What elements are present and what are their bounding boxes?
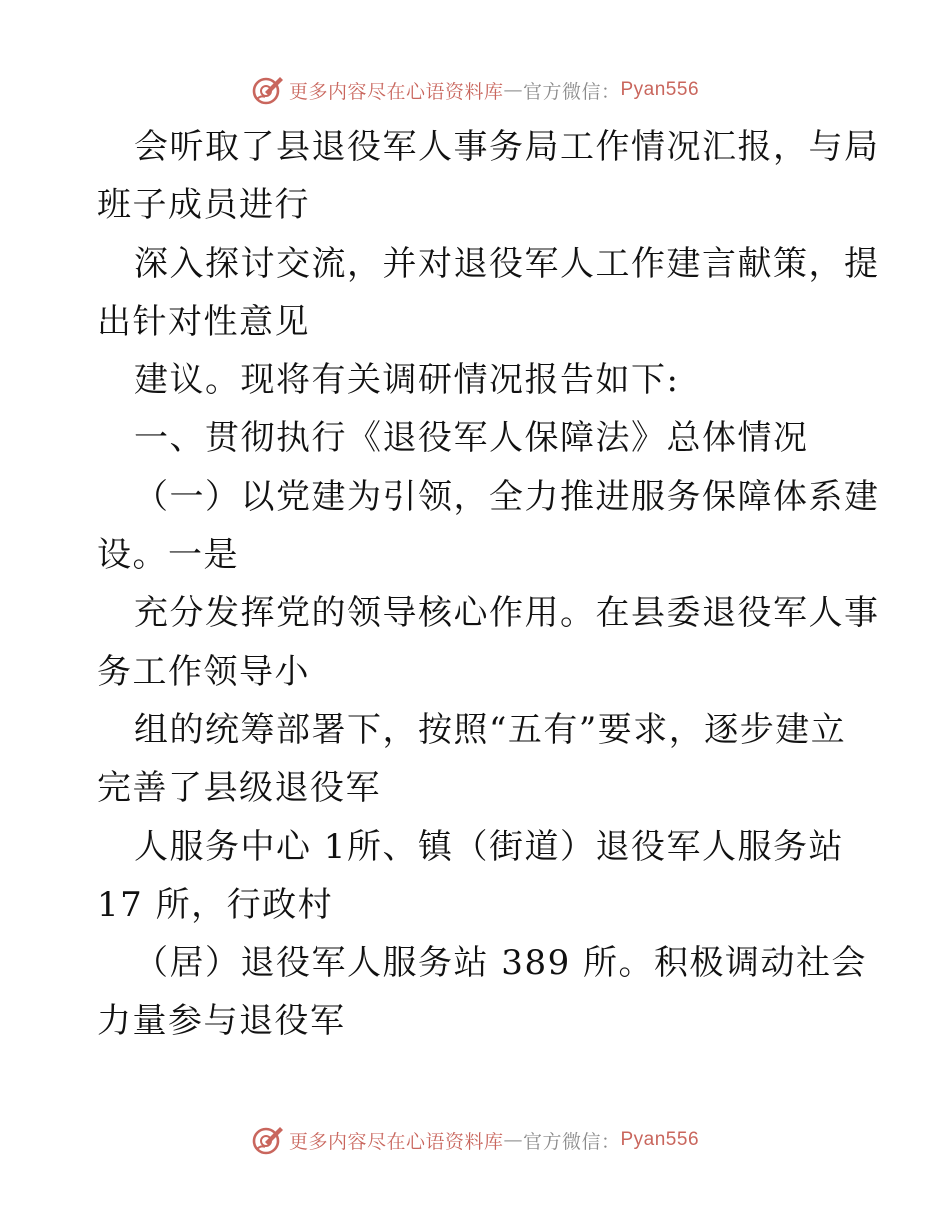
text-line: 出针对性意见 xyxy=(97,301,310,342)
watermark-dash: — xyxy=(503,79,523,101)
text-line: 组的统筹部署下，按照“五有”要求，逐步建立 xyxy=(134,709,847,750)
text-line: 务工作领导小 xyxy=(97,651,310,692)
pen-logo-icon xyxy=(251,73,285,107)
watermark-site-name: 更多内容尽在心语资料库 xyxy=(288,80,504,103)
text-line: 17 所，行政村 xyxy=(97,884,334,925)
text-line: 设。一是 xyxy=(97,535,239,576)
document-body xyxy=(97,118,880,1051)
watermark-label: 官方微信： xyxy=(522,80,621,103)
pen-logo-icon xyxy=(251,1123,285,1157)
text-line: 力量参与退役军 xyxy=(97,1001,346,1042)
watermark-site-name: 更多内容尽在心语资料库 xyxy=(288,1130,504,1153)
watermark-dash: — xyxy=(503,1129,523,1151)
text-line: 会听取了县退役军人事务局工作情况汇报，与局 xyxy=(134,127,880,167)
text-line: 完善了县级退役军 xyxy=(97,768,381,809)
text-line: （居）退役军人服务站 389 所。积极调动社会 xyxy=(134,943,868,984)
text-line: 充分发挥党的领导核心作用。在县委退役军人事 xyxy=(134,593,880,634)
text-line: 深入探讨交流，并对退役军人工作建言献策，提 xyxy=(134,243,880,284)
watermark-wechat-id: Pyan556 xyxy=(620,1129,700,1150)
header-watermark xyxy=(0,70,950,110)
text-line: 建议。现将有关调研情况报告如下: xyxy=(134,360,680,401)
text-line: 人服务中心 1所、镇（街道）退役军人服务站 xyxy=(134,826,844,867)
watermark-label: 官方微信： xyxy=(522,1130,621,1153)
text-line: 班子成员进行 xyxy=(97,185,310,226)
watermark-wechat-id: Pyan556 xyxy=(620,79,700,100)
footer-watermark xyxy=(0,1120,950,1160)
section-heading: 一、贯彻执行《退役军人保障法》总体情况 xyxy=(134,418,809,459)
text-line: （一）以党建为引领，全力推进服务保障体系建 xyxy=(134,476,880,517)
